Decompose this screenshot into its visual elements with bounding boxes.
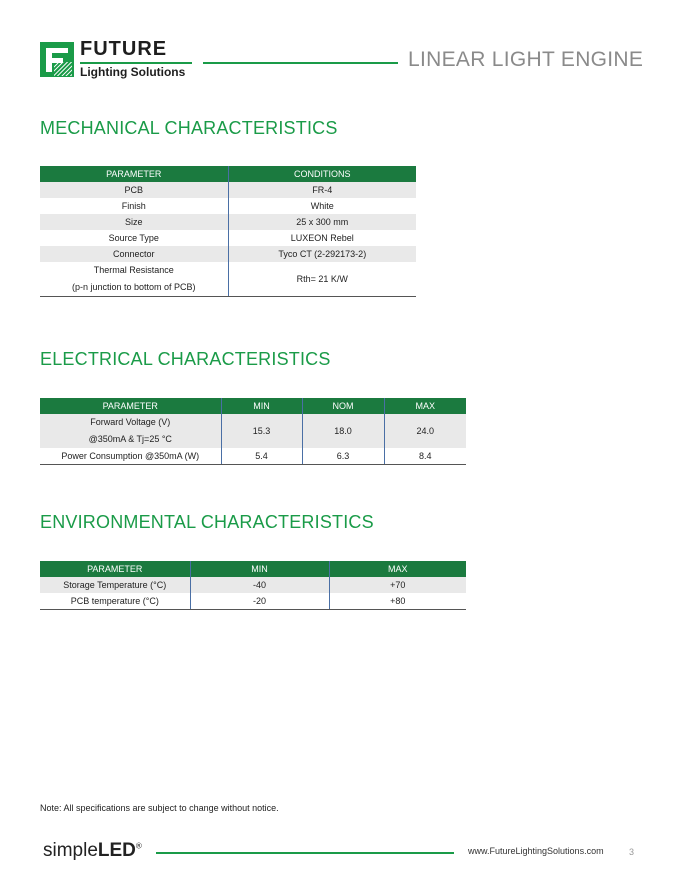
table-cell: PCB temperature (°C) (40, 593, 190, 610)
table-cell: Finish (121, 201, 146, 211)
table-row (40, 246, 416, 262)
table-cell: PCB (40, 182, 228, 198)
table-cell: 15.3 (221, 414, 302, 448)
logo-name: FUTURE (80, 38, 168, 60)
table-cell: Connector (40, 246, 228, 262)
table-cell: -20 (190, 593, 329, 610)
column-header: PARAMETER (40, 561, 190, 577)
table-cell: Source Type (108, 233, 159, 243)
table-cell: Tyco CT (2-292173-2) (228, 246, 416, 262)
document-title: LINEAR LIGHT ENGINE (408, 48, 644, 71)
forward-voltage-line1: Forward Voltage (V) (90, 417, 171, 427)
column-header: MAX (384, 398, 466, 414)
table-cell: 5.4 (221, 448, 302, 465)
column-header: MAX (329, 561, 466, 577)
footer-url[interactable]: www.FutureLightingSolutions.com (468, 846, 604, 856)
table-row (40, 198, 416, 214)
page-number: 3 (629, 847, 635, 857)
thermal-param-line1: Thermal Resistance (93, 265, 174, 275)
table-cell: +70 (329, 577, 466, 593)
logo-divider (80, 62, 192, 64)
table-row (40, 182, 416, 198)
table-cell: Size (40, 214, 228, 230)
column-header: PARAMETER (40, 166, 228, 182)
brand-light: simple (43, 840, 98, 861)
table-cell: 18.0 (302, 414, 384, 448)
simpleled-logo (43, 840, 142, 862)
column-header: NOM (302, 398, 384, 414)
table-cell: +80 (329, 593, 466, 610)
brand-bold: LED (97, 840, 136, 861)
table-header-row (40, 166, 416, 182)
table-row (40, 214, 416, 230)
column-header: MIN (190, 561, 329, 577)
table-cell: Storage Temperature (°C) (40, 577, 190, 593)
mechanical-table (40, 166, 416, 297)
footer-divider (156, 852, 454, 854)
table-row (40, 448, 466, 465)
table-cell: Rth= 21 K/W (228, 262, 416, 297)
table-row (40, 230, 416, 246)
table-cell: -40 (190, 577, 329, 593)
table-cell: 8.4 (384, 448, 466, 465)
column-header: MIN (221, 398, 302, 414)
table-cell: LUXEON Rebel (228, 230, 416, 246)
mechanical-heading: MECHANICAL CHARACTERISTICS (40, 118, 338, 138)
table-row (40, 593, 466, 610)
table-row (40, 262, 416, 297)
table-cell: White (228, 198, 416, 214)
footer-note: Note: All specifications are subject to change without notice. (40, 803, 279, 813)
registered-mark: ® (135, 841, 142, 851)
environmental-table (40, 561, 466, 610)
thermal-param-line2: (p-n junction to bottom of PCB) (71, 282, 196, 292)
table-row (40, 414, 466, 448)
column-header: CONDITIONS (228, 166, 416, 182)
table-header-row (40, 398, 466, 414)
future-logo-icon (40, 42, 74, 77)
table-cell: 25 x 300 mm (228, 214, 416, 230)
table-cell: 6.3 (302, 448, 384, 465)
table-header-row (40, 561, 466, 577)
table-cell: FR-4 (228, 182, 416, 198)
logo-subtitle: Lighting Solutions (80, 65, 186, 79)
table-cell: Power Consumption @350mA (W) (40, 448, 221, 465)
table-cell (40, 414, 221, 448)
header-divider (203, 62, 398, 64)
table-cell (40, 262, 228, 297)
environmental-heading: ENVIRONMENTAL CHARACTERISTICS (40, 512, 374, 532)
table-cell: 24.0 (384, 414, 466, 448)
table-row (40, 577, 466, 593)
forward-voltage-line2: @350mA & Tj=25 °C (88, 434, 172, 444)
electrical-table (40, 398, 466, 465)
column-header: PARAMETER (40, 398, 221, 414)
electrical-heading: ELECTRICAL CHARACTERISTICS (40, 349, 331, 369)
